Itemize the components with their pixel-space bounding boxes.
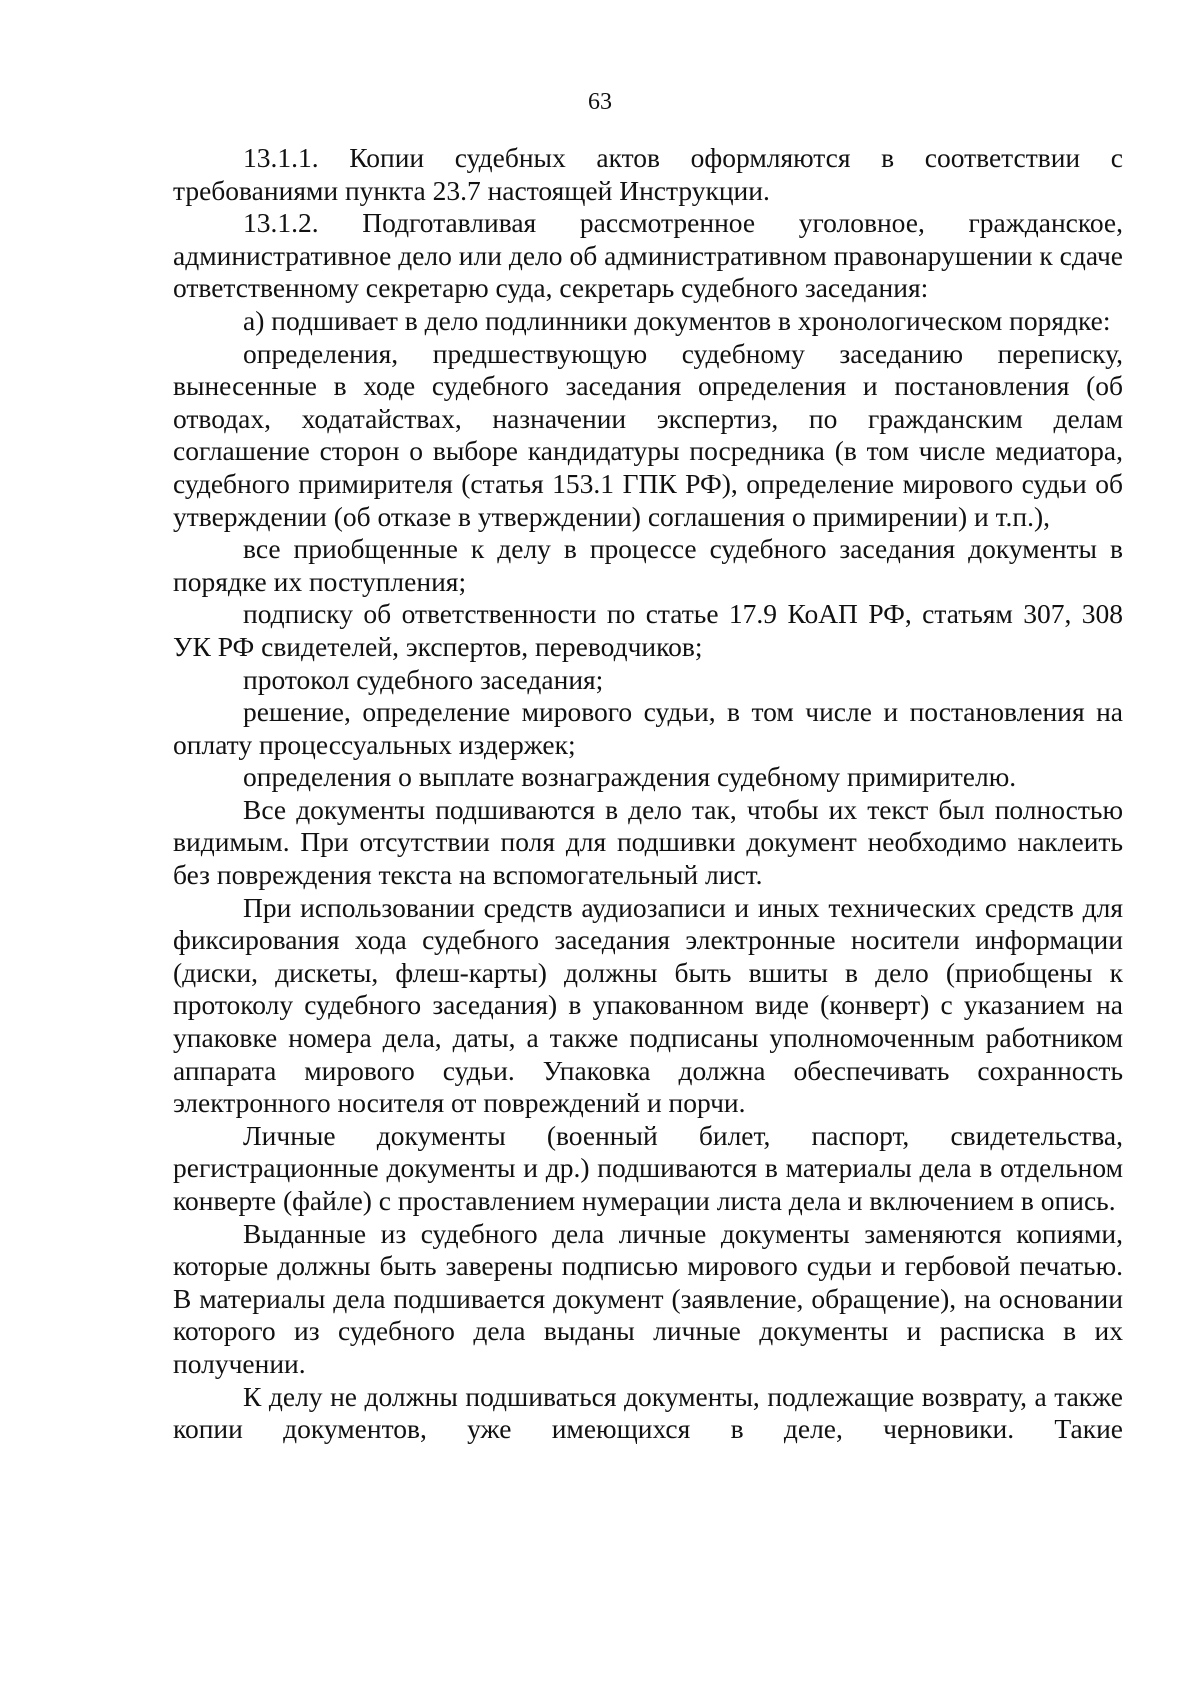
paragraph-decision: решение, определение мирового судьи, в том числе и постановления на оплату процессуальных издержек; xyxy=(173,696,1123,760)
document-body xyxy=(173,142,1123,1446)
paragraph-protocol: протокол судебного заседания; xyxy=(243,663,604,695)
paragraph-all-documents: Все документы подшиваются в дело так, чтобы их текст был полностью видимым. При отсутствии поля для подшивки документ необходимо наклеить без повреждения текста на вспомогательный лист. xyxy=(173,793,1123,891)
paragraph-item-a: а) подшивает в дело подлинники документов в хронологическом порядке: xyxy=(243,304,1111,336)
paragraph-13-1-2: 13.1.2. Подготавливая рассмотренное уголовное, гражданское, административное дело или дело об административном правонарушении к сдаче ответственному секретарю суда, секретарь судебного заседания: xyxy=(173,207,1123,304)
paragraph-attached-documents: все приобщенные к делу в процессе судебного заседания документы в порядке их поступления; xyxy=(173,533,1123,597)
paragraph-audio-recording: При использовании средств аудиозаписи и иных технических средств для фиксирования хода судебного заседания электронные носители информации (диски, дискеты, флеш-карты) должны быть вшиты в дело (приобщены к протоколу судебного заседания) в упакованном виде (конверт) с указанием на упаковке номера дела, даты, а также подписаны уполномоченным работником аппарата мирового судьи. Упаковка должна обеспечивать сохранность электронного носителя от повреждений и порчи. xyxy=(173,891,1123,1119)
paragraph-definitions: определения, предшествующую судебному заседанию переписку, вынесенные в ходе судебного заседания определения и постановления (об отводах, ходатайствах, назначении экспертиз, по гражданским делам соглашение сторон о выборе кандидатуры посредника (в том числе медиатора, судебного примирителя (статья 153.1 ГПК РФ), определение мирового судьи об утверждении (об отказе в утверждении) соглашения о примирении) и т.п.), xyxy=(173,337,1123,532)
paragraph-subscription: подписку об ответственности по статье 17.9 КоАП РФ, статьям 307, 308 УК РФ свидетелей, экспертов, переводчиков; xyxy=(173,598,1123,662)
paragraph-reward-definitions: определения о выплате вознаграждения судебному примирителю. xyxy=(243,761,1017,793)
paragraph-not-filed: К делу не должны подшиваться документы, подлежащие возврату, а также копии документов, уже имеющихся в деле, черновики. Такие xyxy=(173,1380,1123,1445)
paragraph-issued-documents: Выданные из судебного дела личные документы заменяются копиями, которые должны быть заверены подписью мирового судьи и гербовой печатью. В материалы дела подшивается документ (заявление, обращение), на основании которого из судебного дела выданы личные документы и расписка в их получении. xyxy=(173,1217,1123,1379)
paragraph-personal-documents: Личные документы (военный билет, паспорт, свидетельства, регистрационные документы и др.) подшиваются в материалы дела в отдельном конверте (файле) с проставлением нумерации листа дела и включением в опись. xyxy=(173,1119,1123,1216)
page-number: 63 xyxy=(588,89,612,115)
paragraph-13-1-1: 13.1.1. Копии судебных актов оформляются в соответствии с требованиями пункта 23.7 настоящей Инструкции. xyxy=(173,142,1123,206)
